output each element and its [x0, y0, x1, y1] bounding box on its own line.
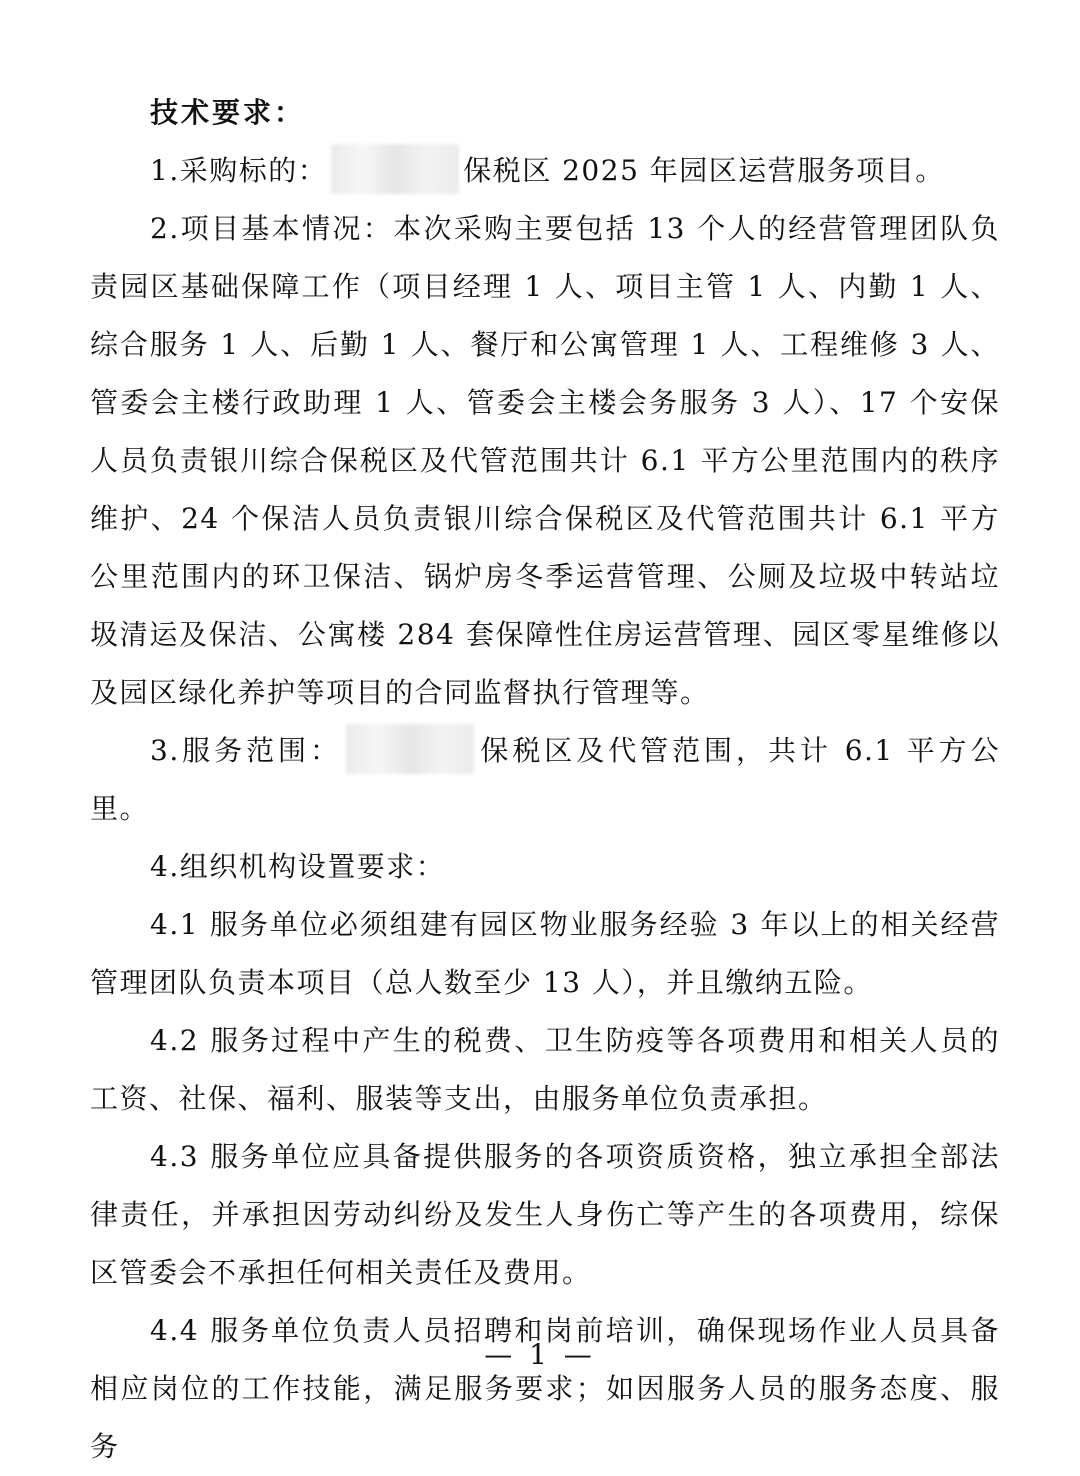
item-label: 3.服务范围： — [150, 734, 342, 767]
item-procurement-target — [90, 142, 1000, 200]
item-label: 1.采购标的： — [150, 154, 328, 187]
item-4-1: 4.1 服务单位必须组建有园区物业服务经验 3 年以上的相关经营管理团队负责本项目（总人数至少 13 人），并且缴纳五险。 — [90, 908, 1000, 999]
document-body — [90, 84, 1000, 1476]
item-service-scope — [90, 722, 1000, 838]
section-heading: 技术要求： — [150, 96, 306, 129]
item-4-4: 4.4 服务单位负责人员招聘和岗前培训，确保现场作业人员具备相应岗位的工作技能，满足服务要求；如因服务人员的服务态度、服务 — [90, 1314, 1000, 1463]
item-text: 保税区及代管范围，共计 6.1 平方公里。 — [90, 734, 1000, 825]
item-text: 保税区 2025 年园区运营服务项目。 — [463, 154, 945, 187]
item-project-overview: 2.项目基本情况：本次采购主要包括 13 个人的经营管理团队负责园区基础保障工作（项目经理 1 人、项目主管 1 人、内勤 1 人、综合服务 1 人、后勤 1 人、餐厅和公寓管理 1 人、工程维修 3 人、管委会主楼行政助理 1 人、管委会主楼会务服务 3 人）、17 个安保人员负责银川综合保税区及代管范围共计 6.1 平方公里范围内的秩序维护、24 个保洁人员负责银川综合保税区及代管范围共计 6.1 平方公里范围内的环卫保洁、锅炉房冬季运营管理、公厕及垃圾中转站垃圾清运及保洁、公寓楼 284 套保障性住房运营管理、园区零星维修以及园区绿化养护等项目的合同监督执行管理等。 — [90, 212, 1000, 709]
item-organization-requirements: 4.组织机构设置要求： — [150, 850, 446, 883]
redacted-region — [346, 724, 474, 774]
item-4-3: 4.3 服务单位应具备提供服务的各项资质资格，独立承担全部法律责任，并承担因劳动纠纷及发生人身伤亡等产生的各项费用，综保区管委会不承担任何相关责任及费用。 — [90, 1140, 1000, 1289]
item-4-2: 4.2 服务过程中产生的税费、卫生防疫等各项费用和相关人员的工资、社保、福利、服装等支出，由服务单位负责承担。 — [90, 1024, 1000, 1115]
page-number: — 1 — — [484, 1338, 596, 1371]
redacted-region — [331, 144, 459, 194]
